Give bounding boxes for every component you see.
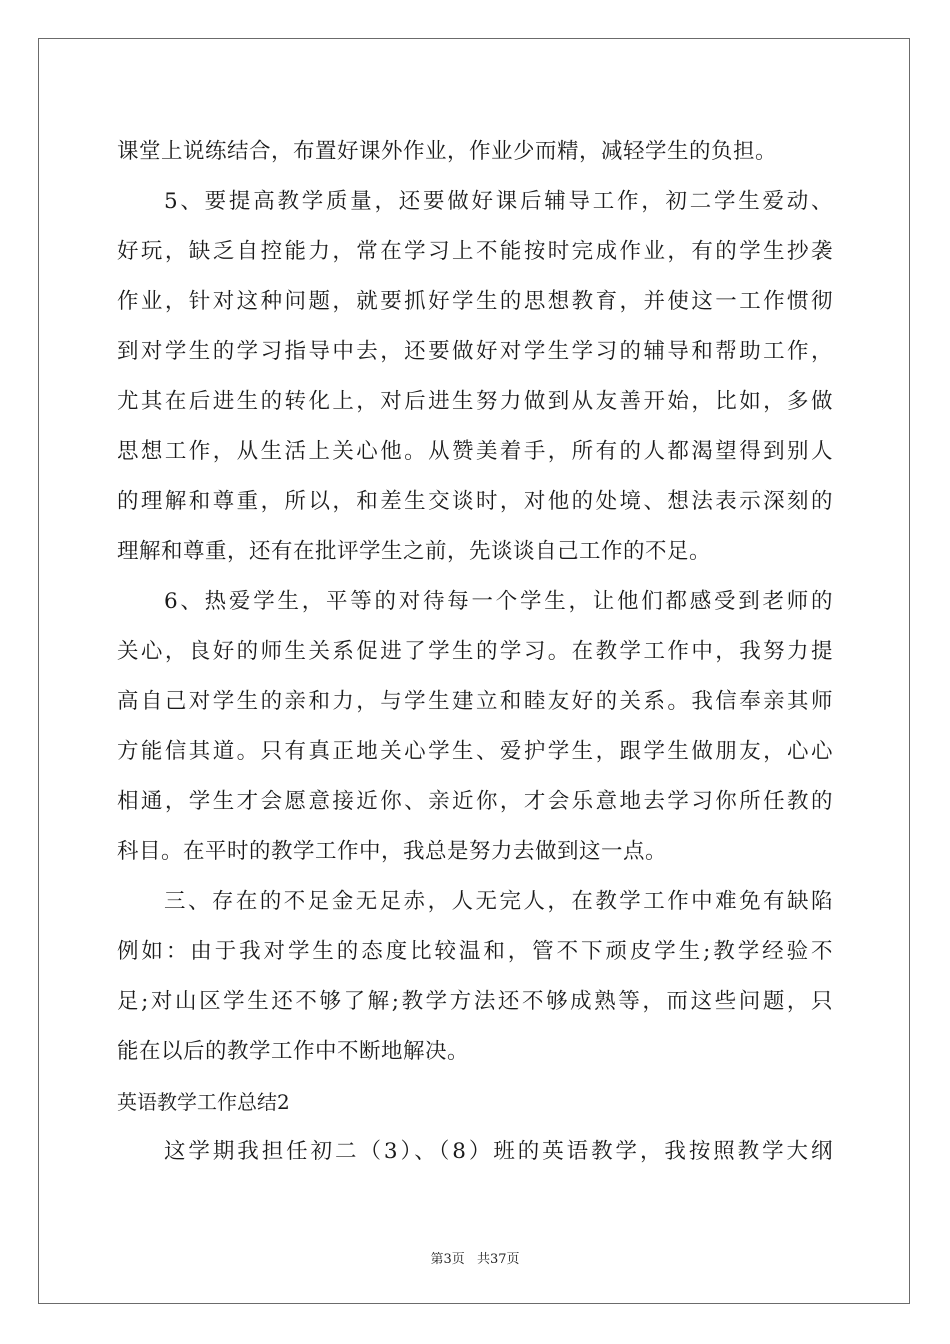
text-line: 足;对山区学生还不够了解;教学方法还不够成熟等，而这些问题，只 bbox=[117, 989, 833, 1014]
text-line: 三、存在的不足金无足赤，人无完人，在教学工作中难免有缺陷 bbox=[164, 889, 833, 914]
text-line: 方能信其道。只有真正地关心学生、爱护学生，跟学生做朋友，心心 bbox=[117, 739, 833, 764]
text-line: 5、要提高教学质量，还要做好课后辅导工作，初二学生爱动、 bbox=[164, 189, 833, 214]
text-line: 关心，良好的师生关系促进了学生的学习。在教学工作中，我努力提 bbox=[117, 639, 833, 664]
text-line: 作业，针对这种问题，就要抓好学生的思想教育，并使这一工作惯彻 bbox=[117, 289, 833, 314]
text-line: 到对学生的学习指导中去，还要做好对学生学习的辅导和帮助工作， bbox=[117, 339, 833, 364]
text-line: 理解和尊重，还有在批评学生之前，先谈谈自己工作的不足。 bbox=[117, 539, 712, 564]
text-line: 尤其在后进生的转化上，对后进生努力做到从友善开始，比如，多做 bbox=[117, 389, 833, 414]
text-line: 科目。在平时的教学工作中，我总是努力去做到这一点。 bbox=[117, 839, 668, 864]
text-line: 6、热爱学生，平等的对待每一个学生，让他们都感受到老师的 bbox=[164, 589, 833, 614]
text-line: 好玩，缺乏自控能力，常在学习上不能按时完成作业，有的学生抄袭 bbox=[117, 239, 833, 264]
text-line: 这学期我担任初二（3）、（8）班的英语教学，我按照教学大纲 bbox=[164, 1139, 833, 1164]
text-line: 高自己对学生的亲和力，与学生建立和睦友好的关系。我信奉亲其师 bbox=[117, 689, 833, 714]
page-number: 第3页 bbox=[430, 1252, 465, 1267]
text-line: 相通，学生才会愿意接近你、亲近你，才会乐意地去学习你所任教的 bbox=[117, 789, 833, 814]
text-line: 的理解和尊重，所以，和差生交谈时，对他的处境、想法表示深刻的 bbox=[117, 489, 833, 514]
text-line: 课堂上说练结合，布置好课外作业，作业少而精，减轻学生的负担。 bbox=[117, 139, 778, 164]
page-footer bbox=[0, 1248, 950, 1267]
section-heading: 英语教学工作总结2 bbox=[117, 1090, 290, 1114]
document-body bbox=[117, 127, 833, 1177]
text-line: 例如：由于我对学生的态度比较温和，管不下顽皮学生;教学经验不 bbox=[117, 939, 833, 964]
page-total: 共37页 bbox=[476, 1252, 520, 1267]
text-line: 思想工作，从生活上关心他。从赞美着手，所有的人都渴望得到别人 bbox=[117, 439, 833, 464]
text-line: 能在以后的教学工作中不断地解决。 bbox=[117, 1039, 470, 1064]
